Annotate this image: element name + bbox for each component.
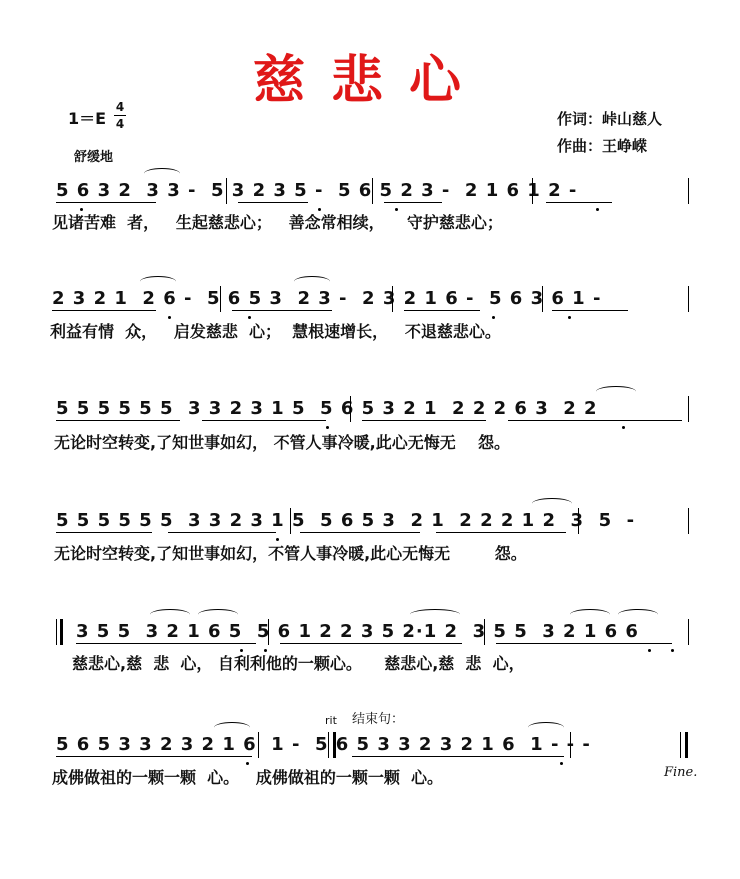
rit-marking: rit <box>325 714 337 727</box>
tie-arc <box>214 722 250 733</box>
repeat-end-bar <box>328 732 329 758</box>
bar-line <box>372 178 373 204</box>
octave-dot <box>240 649 243 652</box>
octave-dot <box>596 208 599 211</box>
note-underline <box>202 420 326 421</box>
notation-line-1: 5 6 3 2 3 3 - 5 3 2 3 5 - 5 6 5 2 3 - 2 1 6 1 2 - <box>56 180 578 201</box>
tie-arc <box>570 609 610 620</box>
tie-arc <box>294 276 330 287</box>
octave-dot <box>622 426 625 429</box>
ending-label: 结束句： <box>352 712 405 727</box>
key-signature: 1＝E <box>68 109 107 128</box>
octave-dot <box>318 208 321 211</box>
time-signature-top: 4 <box>115 100 125 114</box>
notation-line-2: 2 3 2 1 2 6 - 5 6 5 3 2 3 - 2 3 2 1 6 - 5 6 3 6 1 - <box>52 288 602 309</box>
tie-arc <box>144 168 180 179</box>
note-underline <box>546 202 612 203</box>
bar-line <box>290 508 291 534</box>
tie-arc <box>528 722 564 733</box>
octave-dot <box>671 649 674 652</box>
bar-line <box>688 508 689 534</box>
notation-line-3: 5 5 5 5 5 5 3 3 2 3 1 5 5 6 5 3 2 1 2 2 2 6 3 2 2 <box>56 398 598 419</box>
note-underline <box>300 532 420 533</box>
bar-line <box>688 396 689 422</box>
note-underline <box>436 532 566 533</box>
note-underline <box>552 310 628 311</box>
lyricist-credit: 作词：峠山慈人 <box>557 110 663 128</box>
bar-line <box>268 619 269 645</box>
tie-arc <box>532 498 572 509</box>
lyric-line-3: 无论时空转变,了知世事如幻， 不管人事冷暖,此心无悔无 怨。 <box>54 433 511 452</box>
tie-arc <box>150 609 190 620</box>
bar-line <box>350 396 351 422</box>
bar-line <box>688 619 689 645</box>
lyric-line-2: 利益有情 众， 启发慈悲 心； 慧根速增长， 不退慈悲心。 <box>50 322 501 341</box>
final-bar-thick <box>685 732 688 758</box>
octave-dot <box>492 316 495 319</box>
tie-arc <box>410 609 460 620</box>
octave-dot <box>248 316 251 319</box>
lyric-line-6: 成佛做祖的一颗一颗 心。 成佛做祖的一颗一颗 心。 <box>52 768 443 787</box>
octave-dot <box>568 316 571 319</box>
note-underline <box>52 310 156 311</box>
octave-dot <box>80 208 83 211</box>
composer-credit: 作曲：王峥嵘 <box>557 137 648 155</box>
repeat-start-bar <box>56 619 57 645</box>
octave-dot <box>326 426 329 429</box>
bar-line <box>688 178 689 204</box>
song-title: 慈悲心 <box>252 50 487 111</box>
lyric-line-5: 慈悲心,慈 悲 心， 自利利他的一颗心。 慈悲心,慈 悲 心， <box>72 654 525 673</box>
note-underline <box>280 643 462 644</box>
fine-marking: Fine. <box>664 765 698 780</box>
bar-line <box>484 619 485 645</box>
note-underline <box>496 643 672 644</box>
lyric-line-1: 见诸苦难 者， 生起慈悲心； 善念常相续， 守护慈悲心； <box>52 213 503 232</box>
note-underline <box>508 420 682 421</box>
note-underline <box>56 532 152 533</box>
octave-dot <box>276 538 279 541</box>
note-underline <box>362 420 486 421</box>
tie-arc <box>198 609 238 620</box>
tempo-marking: 舒缓地 <box>74 150 114 165</box>
notation-line-4: 5 5 5 5 5 5 3 3 2 3 1 5 5 6 5 3 2 1 2 2 2 1 2 3 5 - <box>56 510 636 531</box>
bar-line <box>532 178 533 204</box>
bar-line <box>542 286 543 312</box>
repeat-end-bar-thick <box>333 732 336 758</box>
time-signature <box>114 100 126 131</box>
octave-dot <box>264 649 267 652</box>
lyric-line-4: 无论时空转变,了知世事如幻，不管人事冷暖,此心无悔无 怨。 <box>54 544 527 563</box>
note-underline <box>232 310 332 311</box>
note-underline <box>352 756 564 757</box>
octave-dot <box>168 316 171 319</box>
note-underline <box>76 643 256 644</box>
note-underline <box>56 202 156 203</box>
octave-dot <box>560 762 563 765</box>
tie-arc <box>618 609 658 620</box>
time-signature-bottom: 4 <box>115 117 125 131</box>
octave-dot <box>395 208 398 211</box>
notation-line-5: 3 5 5 3 2 1 6 5 5 6 1 2 2 3 5 2·1 2 3 5 5 3 2 1 6 6 <box>76 621 639 642</box>
bar-line <box>578 508 579 534</box>
note-underline <box>238 202 308 203</box>
note-underline <box>56 420 180 421</box>
bar-line <box>258 732 259 758</box>
bar-line <box>392 286 393 312</box>
note-underline <box>168 532 276 533</box>
note-underline <box>404 310 480 311</box>
octave-dot <box>246 762 249 765</box>
bar-line <box>220 286 221 312</box>
note-underline <box>56 756 252 757</box>
tie-arc <box>596 386 636 397</box>
octave-dot <box>648 649 651 652</box>
bar-line <box>226 178 227 204</box>
bar-line <box>688 286 689 312</box>
note-underline <box>384 202 442 203</box>
notation-line-6: 5 6 5 3 3 2 3 2 1 6 1 - 5 6 5 3 3 2 3 2 1 6 1 - - - <box>56 734 591 755</box>
tie-arc <box>140 276 176 287</box>
final-bar <box>680 732 681 758</box>
repeat-start-bar-thick <box>60 619 63 645</box>
bar-line <box>570 732 571 758</box>
